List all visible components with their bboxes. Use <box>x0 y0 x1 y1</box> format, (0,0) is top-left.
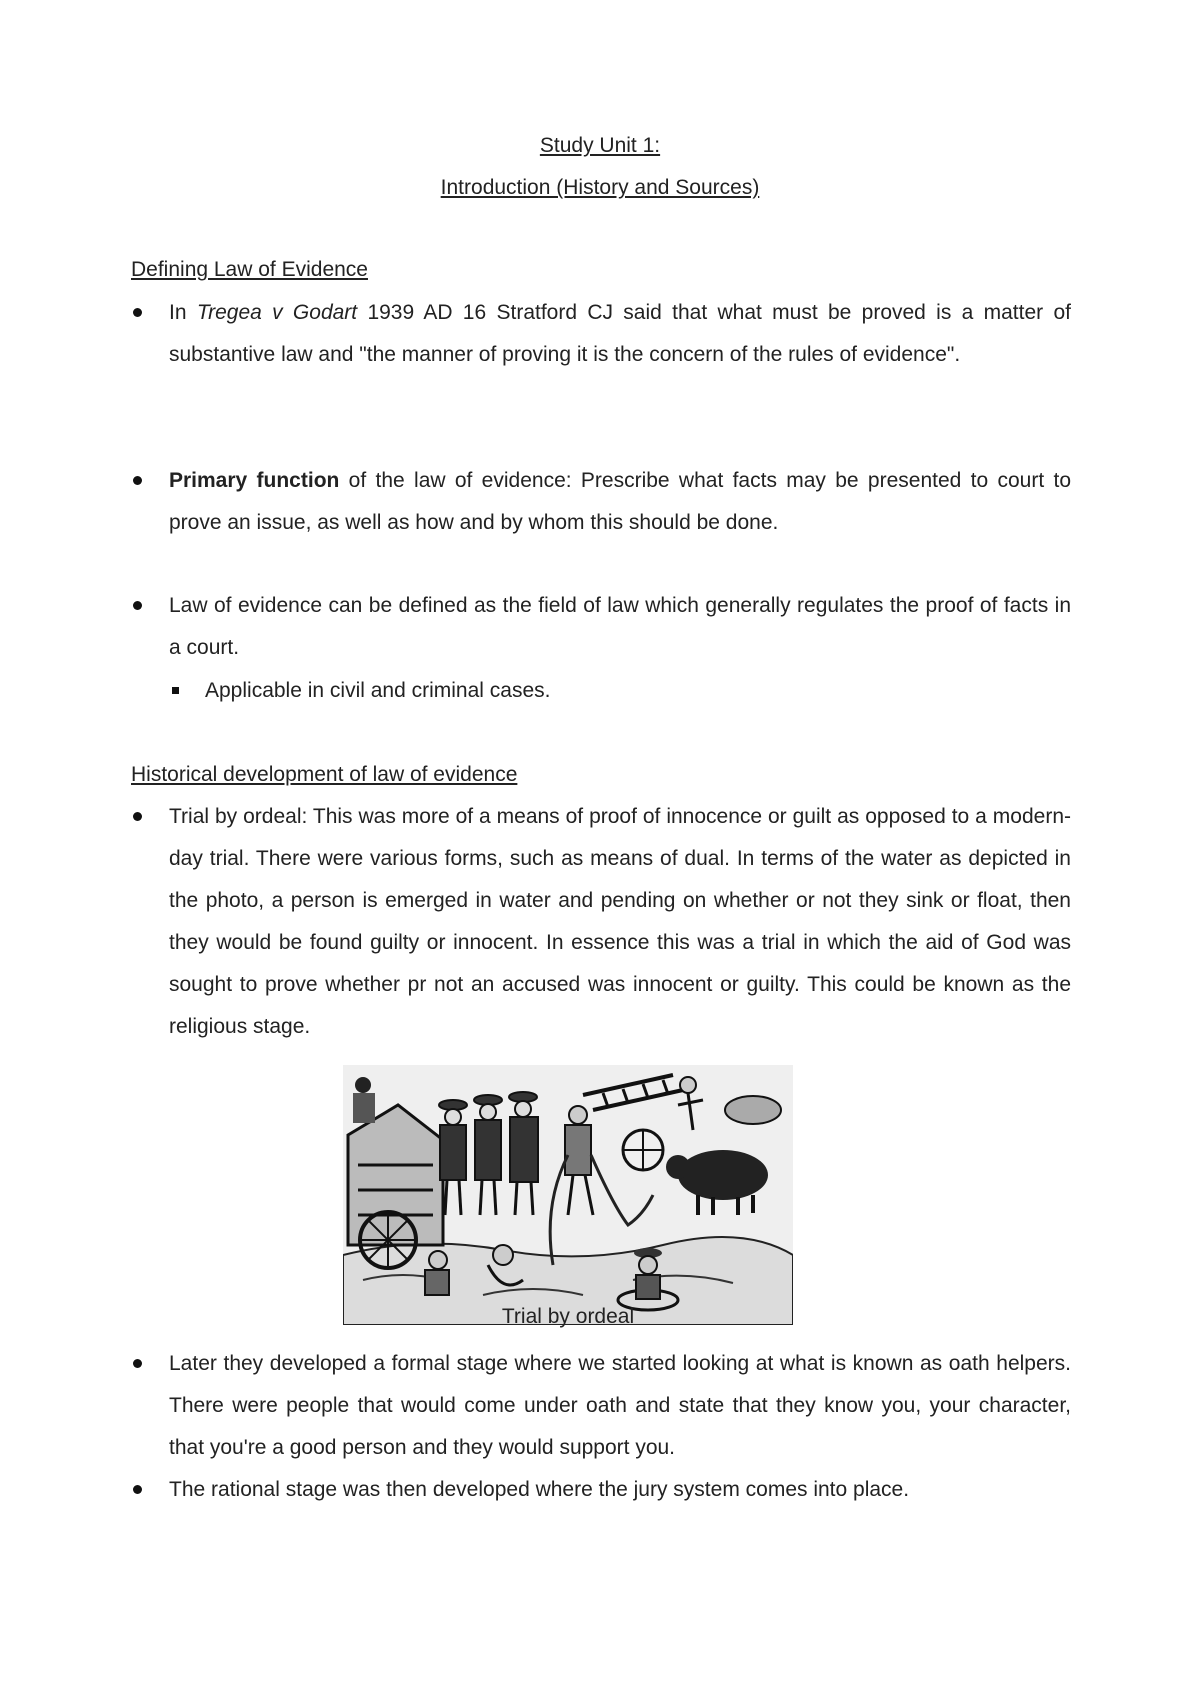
bold-term: Primary function <box>169 469 340 492</box>
list-item <box>131 1343 1071 1469</box>
list-item <box>131 585 1071 669</box>
figure-caption: Trial by ordeal <box>501 1305 635 1328</box>
list-item <box>131 292 1071 376</box>
list-item-text: Trial by ordeal: This was more of a means of proof of innocence or guilt as opposed to a modern-day trial. There were various forms, such as means of dual. In terms of the water as depicted in the photo, a person is emerged in water and pending on whether or not they sink or float, then they would be found guilty or innocent. In essence this was a trial in which the aid of God was sought to prove whether pr not an accused was innocent or guilty. This could be known as the religious stage. <box>169 805 1071 1038</box>
list-item-text: The rational stage was then developed where the jury system comes into place. <box>169 1478 910 1501</box>
list-item-text: Primary function of the law of evidence: Prescribe what facts may be presented to court to prove an issue, as well as how and by whom this should be done. <box>169 469 1071 534</box>
list-item <box>131 460 1071 544</box>
section-heading-defining: Defining Law of Evidence <box>131 258 368 281</box>
list-item-text: Law of evidence can be defined as the field of law which generally regulates the proof of facts in a court. <box>169 594 1071 659</box>
square-bullet-icon <box>172 687 179 694</box>
section-heading-history: Historical development of law of evidence <box>131 763 518 786</box>
sub-list-item-text: Applicable in civil and criminal cases. <box>205 679 551 702</box>
document-title: Study Unit 1: <box>539 134 661 157</box>
list-item-text: Later they developed a formal stage where we started looking at what is known as oath helpers. There were people that would come under oath and state that they know you, your character, that you're a good person and they would support you. <box>169 1352 1071 1459</box>
list-item-text: In Tregea v Godart 1939 AD 16 Stratford CJ said that what must be proved is a matter of substantive law and "the manner of proving it is the concern of the rules of evidence". <box>169 301 1071 366</box>
list-item <box>131 1469 1071 1511</box>
sub-list-item <box>168 670 1068 712</box>
document-subtitle: Introduction (History and Sources) <box>440 176 760 199</box>
list-item <box>131 796 1071 1048</box>
case-citation: Tregea v Godart <box>196 301 358 324</box>
trial-by-ordeal-woodcut <box>343 1065 793 1325</box>
